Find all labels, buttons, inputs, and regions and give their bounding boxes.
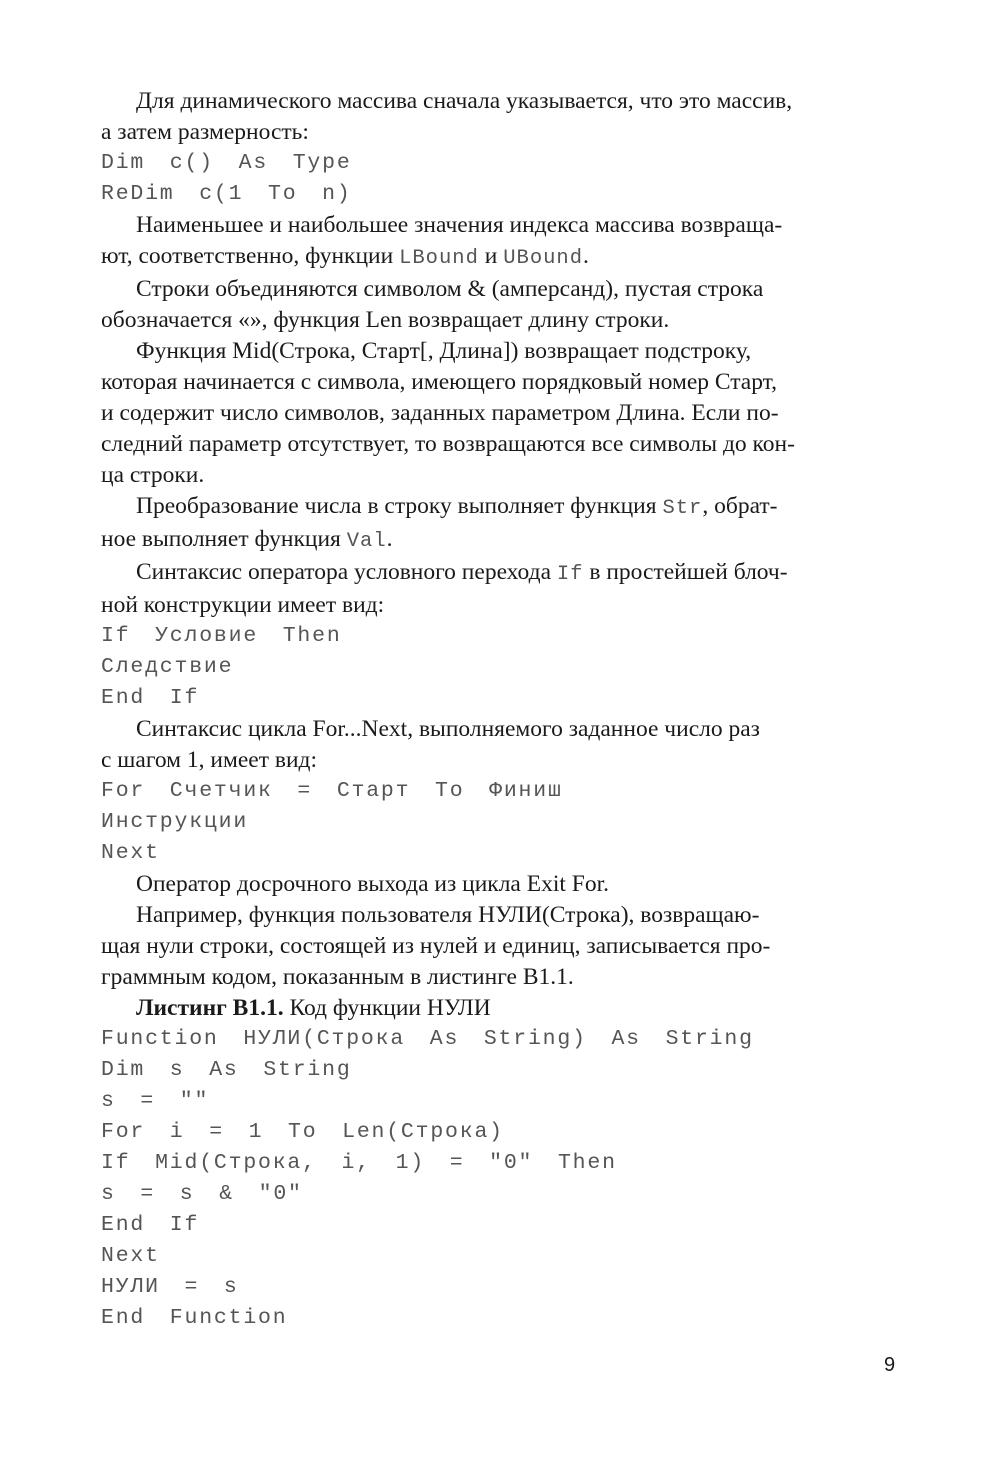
paragraph-dynamic-array: Для динамического массива сначала указывается, что это массив, а затем размерность: [101,88,793,145]
code-dim-redim: Dim c() As Type ReDim c(1 To n) [101,151,352,206]
paragraph-for-syntax: Синтаксис цикла For...Next, выполняемого заданное число раз с шагом 1, имеет вид: [101,716,760,773]
paragraph-bounds-text-c: . [583,243,589,269]
paragraph-str-val-text-c: . [386,526,393,552]
code-for-block: For Счетчик = Старт To Финиш Инструкции Next [101,779,563,865]
paragraph-mid-function: Функция Mid(Строка, Старт[, Длина]) возвращает подстроку, которая начинается с символа, имеющего порядковый номер Старт, и содержит число символов, заданных параметром Длина. Если по- следний параметр отсутствует, то возвращаются все символы до кон- ца строки. [101,338,795,488]
paragraph-strings: Строки объединяются символом & (амперсанд), пустая строка обозначается «», функция Len возвращает длину строки. [101,276,764,333]
paragraph-if-syntax-text-b: в простейшей блоч- ной конструкции имеет вид: [101,559,788,618]
listing-label: Листинг В1.1. [136,995,284,1021]
paragraph-if-syntax [101,557,901,621]
paragraph-bounds-text-a: Наименьшее и наибольшее значения индекса массива возвраща- ют, соответственно, функции [101,212,783,269]
inline-code-if: If [556,563,584,586]
listing-caption [101,993,901,1024]
paragraph-example: Например, функция пользователя НУЛИ(Строка), возвращаю- щая нули строки, состоящей из нулей и единиц, записывается про- граммным кодом, показанным в листинге В1.1. [101,902,771,990]
inline-code-lbound: LBound [399,247,479,270]
paragraph-str-val-text-b: , обрат- ное выполняет функция [101,493,778,552]
listing-caption-text: Код функции НУЛИ [283,995,491,1021]
paragraph-exit-for: Оператор досрочного выхода из цикла Exit For. [136,871,609,897]
code-listing-nuli: Function НУЛИ(Строка As String) As String Dim s As String s = "" For i = 1 To Len(Строка) If Mid(Строка, i, 1) = "0" Then s = s & "0" End If Next НУЛИ = s End Function [101,1027,754,1330]
paragraph-if-syntax-text-a: Синтаксис оператора условного перехода [136,559,557,585]
code-if-block: If Условие Then Следствие End If [101,624,342,710]
inline-code-str: Str [662,497,703,520]
page-content [101,86,901,1334]
paragraph-bounds-text-b: и [478,243,504,269]
inline-code-val: Val [346,530,387,553]
paragraph-str-val-text-a: Преобразование числа в строку выполняет функция [136,493,663,519]
paragraph-str-val [101,491,901,557]
inline-code-ubound: UBound [503,247,584,270]
paragraph-bounds [101,210,901,274]
page-number: 9 [884,1354,896,1376]
